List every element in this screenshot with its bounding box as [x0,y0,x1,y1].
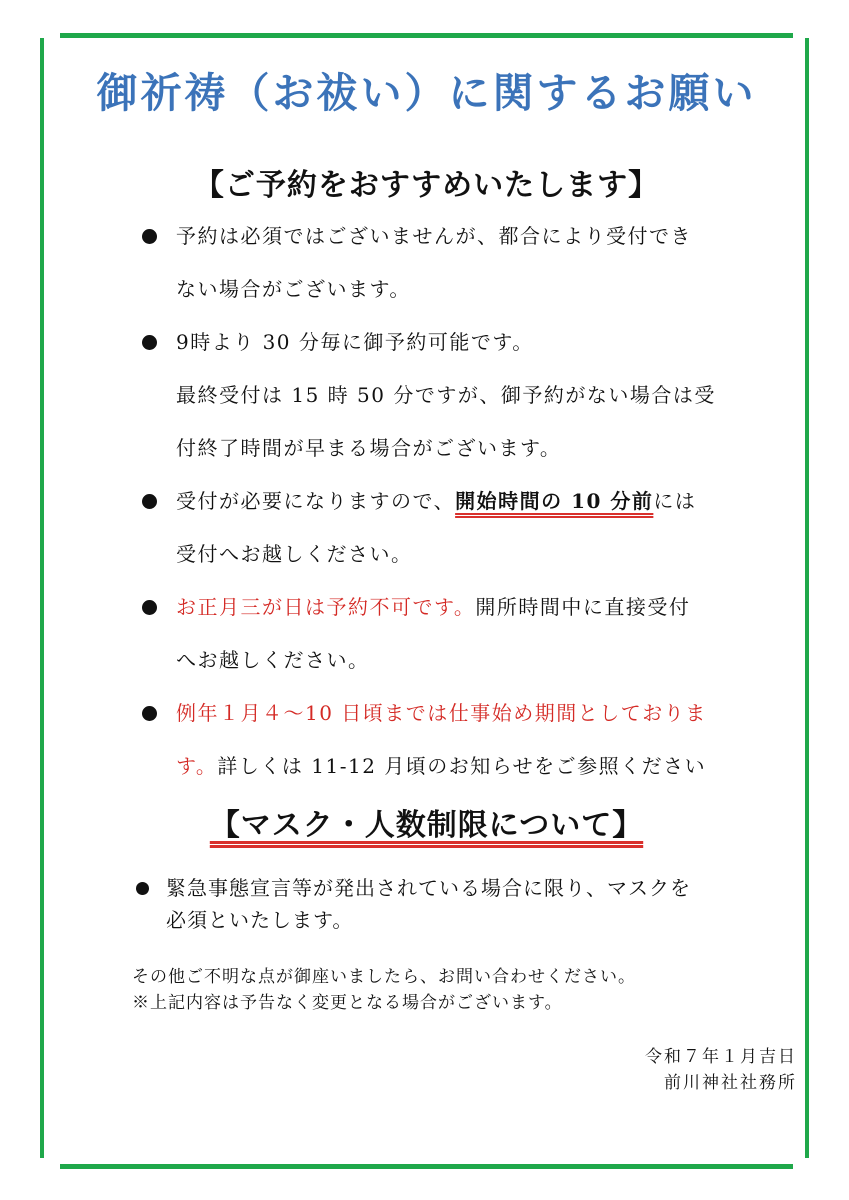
bullet-dot-icon [136,882,149,895]
list-item [132,872,772,936]
list-item-line: 最終受付は 15 時 50 分ですが、御予約がない場合は受 [176,383,716,407]
list-item-line: 受付へお越しください。 [176,542,413,566]
bullet-dot-icon [142,494,157,509]
list-item [140,475,760,581]
issue-date: 令和７年１月吉日 [645,1047,797,1067]
list-item-line: 9時より 30 分毎に御予約可能です。 [176,330,534,354]
bullet-dot-icon [142,706,157,721]
list-item [140,687,760,793]
warning-text: す。 [176,754,218,778]
list-item-line: へお越しください。 [176,648,370,672]
list-item-text: には [653,489,697,513]
reservation-list [140,210,760,793]
list-item-text: 受付が必要になりますので、 [176,489,456,513]
inquiry-note: その他ご不明な点が御座いましたら、お問い合わせください。 [132,967,636,987]
change-note: ※上記内容は予告なく変更となる場合がございます。 [132,993,563,1013]
bullet-dot-icon [142,600,157,615]
list-item-line: ない場合がございます。 [176,277,411,301]
list-item-text: 詳しくは 11-12 月頃のお知らせをご参照ください [217,754,707,778]
list-item-line: 予約は必須ではございませんが、都合により受付でき [176,224,692,248]
list-item-line: 付終了時間が早まる場合がございます。 [176,436,562,460]
list-item-text: 開所時間中に直接受付 [475,595,691,619]
list-item-line [176,581,760,634]
mask-heading-text: 【マスク・人数制限について】 [209,808,644,843]
list-item [140,210,760,316]
warning-text: お正月三が日は予約不可です。 [176,595,476,619]
list-item-line: 緊急事態宣言等が発出されている場合に限り、マスクを [166,876,691,900]
list-item [140,316,760,475]
bullet-dot-icon [142,229,157,244]
mask-list [132,872,772,936]
list-item-line [176,475,760,528]
list-item-line [176,740,760,793]
reservation-heading: 【ご予約をおすすめいたします】 [193,168,660,203]
bullet-dot-icon [142,335,157,350]
warning-text: 例年１月４〜10 日頃までは仕事始め期間としておりま [176,701,707,725]
page-title: 御祈祷（お祓い）に関するお願い [96,69,757,117]
issuer-name: 前川神社社務所 [664,1073,797,1093]
mask-heading [60,800,793,844]
list-item-line: 必須といたします。 [166,908,354,932]
list-item [140,581,760,687]
emphasized-text: 開始時間の 10 分前 [455,489,654,513]
